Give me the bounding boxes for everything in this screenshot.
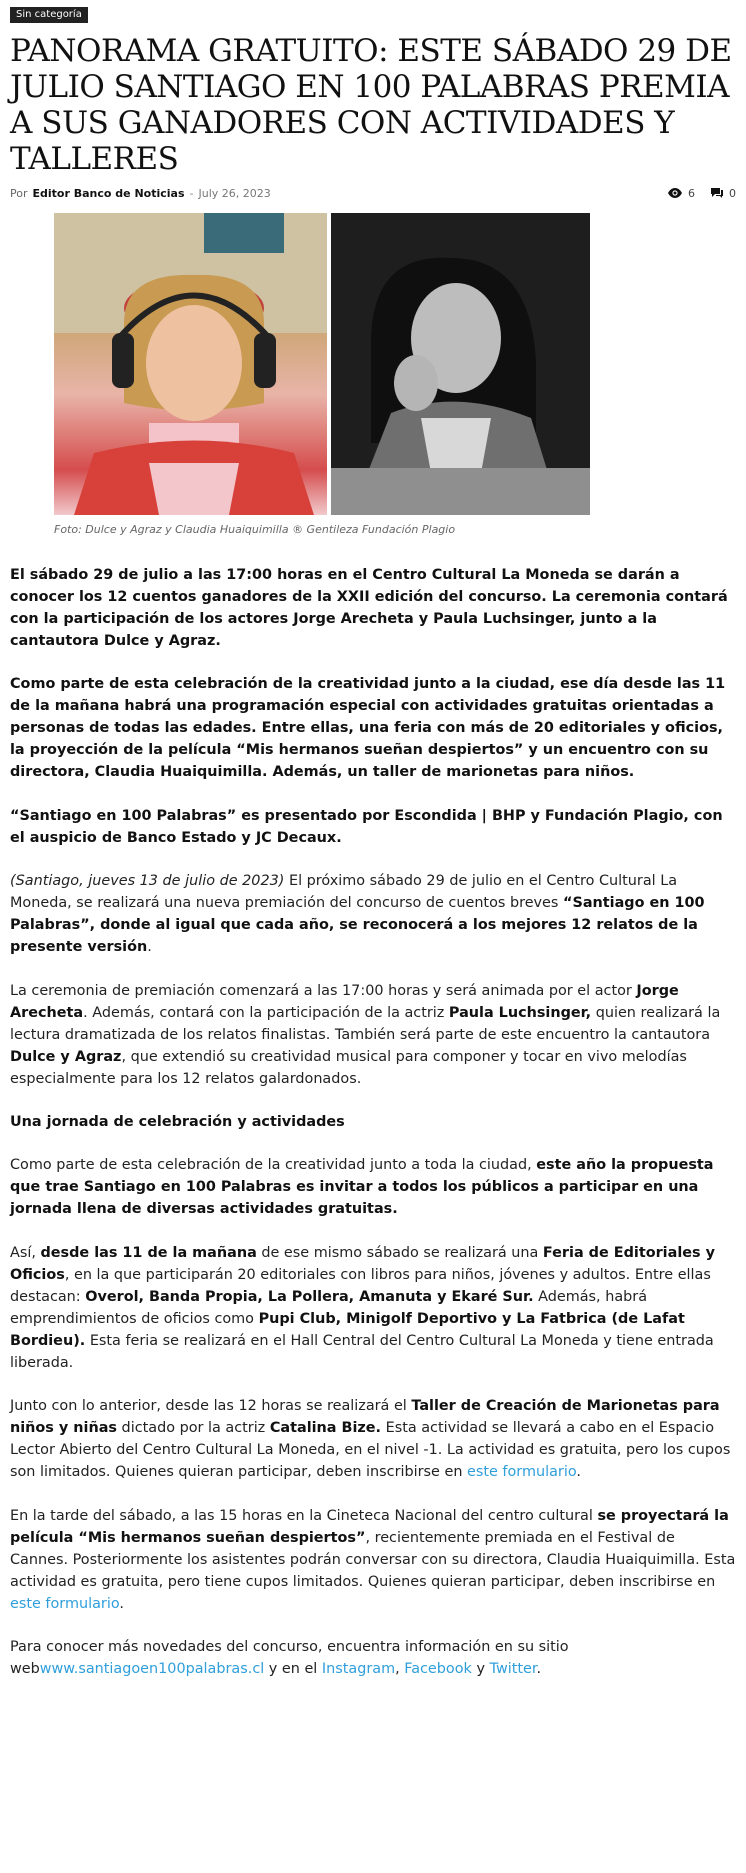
body-paragraph-6: En la tarde del sábado, a las 15 horas en la Cineteca Nacional del centro cultural se proyectará la película “Mis hermanos sueñan despiertos”, recientemente premiada en el Festival de Cannes. Posteriormente los asistentes podrán conversar con su directora, Claudia Huaiquimilla. Esta actividad es gratuita, pero tiene cupos limitados. Quienes quieran participar, deben inscribirse en este formulario. bbox=[10, 1507, 736, 1612]
publish-date: July 26, 2023 bbox=[198, 186, 271, 200]
body-paragraph-2: La ceremonia de premiación comenzará a las 17:00 horas y será animada por el actor Jorge Arecheta. Además, contará con la participación de la actriz Paula Luchsinger, quien realizará la lectura dramatizada de los relatos finalistas. También será parte de este encuentro la cantautora Dulce y Agraz, que extendió su creatividad musical para componer y tocar en vivo melodías especialmente para los 12 relatos galardonados. bbox=[10, 982, 721, 1087]
lead-paragraph-1: El sábado 29 de julio a las 17:00 horas en el Centro Cultural La Moneda se darán a conocer los 12 cuentos ganadores de la XXII edición del concurso. La ceremonia contará con la participación de los actores Jorge Arecheta y Paula Luchsinger, junto a la cantautora Dulce y Agraz. bbox=[10, 567, 728, 649]
lead-paragraph-2: Como parte de esta celebración de la creatividad junto a la ciudad, ese día desde las 11 de la mañana habrá una programación especial con actividades gratuitas orientadas a personas de todas las edades. Entre ellas, una feria con más de 20 editoriales y oficios, la proyección de la película “Mis hermanos sueñan despiertos” y un encuentro con su directora, Claudia Huaiquimilla. Además, un taller de marionetas para niños. bbox=[10, 676, 726, 781]
subheading: Una jornada de celebración y actividades bbox=[10, 1113, 345, 1130]
photo-pair bbox=[54, 213, 590, 515]
meta-separator: - bbox=[189, 186, 194, 200]
body-paragraph-4: Así, desde las 11 de la mañana de ese mismo sábado se realizará una Feria de Editoriales y Oficios, en la que participarán 20 editoriales con libros para niños, jóvenes y adultos. Entre ellas destacan: Overol, Banda Propia, La Pollera, Amanuta y Ekaré Sur. Además, habrá emprendimientos de oficios como Pupi Club, Minigolf Deportivo y La Fatbrica (de Lafat Bordieu). Esta feria se realizará en el Hall Central del Centro Cultural La Moneda y tiene entrada liberada. bbox=[10, 1244, 715, 1371]
dateline: (Santiago, jueves 13 de julio de 2023) bbox=[10, 873, 285, 890]
category-badge[interactable]: Sin categoría bbox=[10, 7, 88, 23]
figure-caption: Foto: Dulce y Agraz y Claudia Huaiquimilla ® Gentileza Fundación Plagio bbox=[54, 523, 456, 536]
comments-count: 0 bbox=[729, 186, 736, 200]
article-meta bbox=[10, 183, 736, 203]
article-title: PANORAMA GRATUITO: ESTE SÁBADO 29 DE JULIO SANTIAGO EN 100 PALABRAS PREMIA A SUS GANADORES CON ACTIVIDADES Y TALLERES bbox=[10, 33, 732, 177]
by-label: Por bbox=[10, 186, 28, 200]
photo-claudia-huaiquimilla bbox=[331, 213, 590, 515]
facebook-link[interactable]: Facebook bbox=[404, 1660, 472, 1677]
body-paragraph-1: (Santiago, jueves 13 de julio de 2023) El próximo sábado 29 de julio en el Centro Cultural La Moneda, se realizará una nueva premiación del concurso de cuentos breves “Santiago en 100 Palabras”, donde al igual que cada año, se reconocerá a los mejores 12 relatos de la presente versión. bbox=[10, 873, 705, 956]
article-figure bbox=[54, 213, 590, 536]
body-paragraph-3: Como parte de esta celebración de la creatividad junto a toda la ciudad, este año la propuesta que trae Santiago en 100 Palabras es invitar a todos los públicos a participar en una jornada llena de diversas actividades gratuitas. bbox=[10, 1157, 714, 1218]
twitter-link[interactable]: Twitter bbox=[489, 1660, 537, 1677]
views-count: 6 bbox=[688, 186, 695, 200]
form-link-screening[interactable]: este formulario bbox=[10, 1595, 120, 1612]
article-stats bbox=[668, 187, 736, 200]
eye-icon bbox=[668, 188, 682, 198]
article-body bbox=[10, 564, 736, 1680]
form-link-workshop[interactable]: este formulario bbox=[467, 1464, 577, 1481]
body-paragraph-7: Para conocer más novedades del concurso, encuentra información en su sitio webwww.santiagoen100palabras.cl y en el Instagram, Facebook y Twitter. bbox=[10, 1638, 569, 1677]
author-link[interactable]: Editor Banco de Noticias bbox=[32, 186, 185, 200]
instagram-link[interactable]: Instagram bbox=[321, 1660, 396, 1677]
photo-dulce-y-agraz bbox=[54, 213, 327, 515]
lead-paragraph-3: “Santiago en 100 Palabras” es presentado por Escondida | BHP y Fundación Plagio, con el auspicio de Banco Estado y JC Decaux. bbox=[10, 807, 723, 846]
comments-stat[interactable] bbox=[711, 187, 736, 200]
comment-icon bbox=[711, 188, 723, 198]
views-stat bbox=[668, 187, 695, 200]
body-paragraph-5: Junto con lo anterior, desde las 12 horas se realizará el Taller de Creación de Marionetas para niños y niñas dictado por la actriz Catalina Bize. Esta actividad se llevará a cabo en el Espacio Lector Abierto del Centro Cultural La Moneda, en el nivel -1. La actividad es gratuita, pero los cupos son limitados. Quienes quieran participar, deben inscribirse en este formulario. bbox=[10, 1398, 731, 1481]
website-link[interactable]: www.santiagoen100palabras.cl bbox=[39, 1660, 265, 1677]
